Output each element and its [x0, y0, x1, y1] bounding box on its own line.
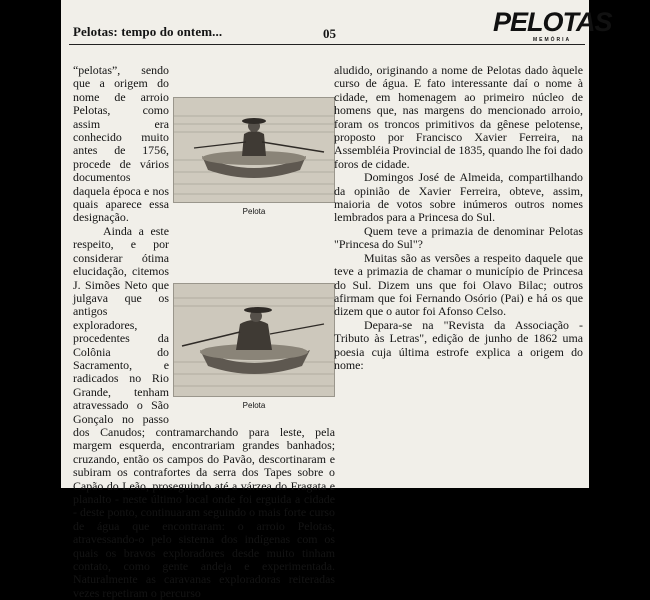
figure-bottom: [173, 283, 335, 417]
figure-top: [173, 97, 335, 222]
page-number: 05: [323, 26, 336, 41]
newspaper-page: [61, 0, 612, 600]
right-paragraph-1: aludido, originando a nome de Pelotas dado àquele curso de água. E fato interessante daí o nome à cidade, em homenagem ao primeiro núcleo de homens que, nas margens do mencionado arroio, foram os troncos primitivos da gênese pelotense, proposto por Francisco Xavier Ferreira, na Assembléia Provincial de 1835, quando lhe foi dado foros de cidade.: [334, 63, 583, 171]
left-paragraph-1: “pelotas”, sendo que a origem do nome de arroio Pelotas, como assim era conhecido muito antes de 1756, procede de vários documentos daquela época e nos quais aparece essa designação.: [73, 63, 169, 225]
boat-illustration-icon: [173, 283, 335, 397]
running-title: Pelotas: tempo do ontem...: [73, 24, 223, 39]
page-header: [61, 0, 612, 46]
right-paragraph-5: Depara-se na "Revista da Associação - Tributo às Letras", edição de junho de 1862 uma poesia cuja última estrofe explica a origem do nome:: [334, 317, 583, 372]
logo-subtitle: MEMÓRIA: [533, 37, 572, 43]
right-column: [334, 64, 583, 488]
figure-caption: Pelota: [242, 400, 266, 410]
header-rule: [69, 44, 585, 45]
logo-word: PELOTAS: [493, 7, 612, 37]
right-paragraph-3: Quem teve a primazia de denominar Pelotas "Princesa do Sul"?: [334, 223, 583, 252]
figure-caption: Pelota: [242, 207, 266, 216]
boat-illustration-icon: [173, 97, 335, 203]
right-paragraph-4: Muitas são as versões a respeito daquele que teve a primazia de chamar o município de Princesa do Sul. Dizem uns que foi Olavo Bilac; outros afirmam que foi Fernando Osório (Pai) e há os que dizem que o autor foi Afonso Celso.: [334, 250, 583, 319]
left-paragraph-2: Ainda a este respeito, e por considerar ótima elucidação, citemos J. Simões Neto que julgava que os antigos exploradores, procedentes da Colônia do Sacramento, e radicados no Rio Grande, tenham atravessado o São Gonçalo no passo dos Canudos; contramarchando para leste, pela margem esquerda, encontrariam grandes banhados; cruzando, então os campos do Pavão, descortinaram e subiram os contrafortes da serra dos Tapes sobre o Capão do Leão, proseguindo até a várzea do Fragata e planalto - neste último local onde foi erguida a cidade - deste ponto, continuaram seguindo o mais forte curso de água que encontraram: o arroio Pelotas, atravessando-o pelo sistema dos indígenas com os quais os bravos exploradores desde muito tinham contato, como gente andeja e experimentada. Naturalmente as caravanas exploradoras reiteradas vezes repetiram o percurso: [73, 223, 335, 600]
pelotas-memoria-logo: [493, 7, 612, 44]
right-paragraph-2: Domingos José de Almeida, compartilhando da opinião de Xavier Ferreira, obteve, assim, maioria de votos sobre inúmeros outros nomes lembrados para a Princesa do Sul.: [334, 170, 583, 225]
left-column: [73, 63, 335, 600]
